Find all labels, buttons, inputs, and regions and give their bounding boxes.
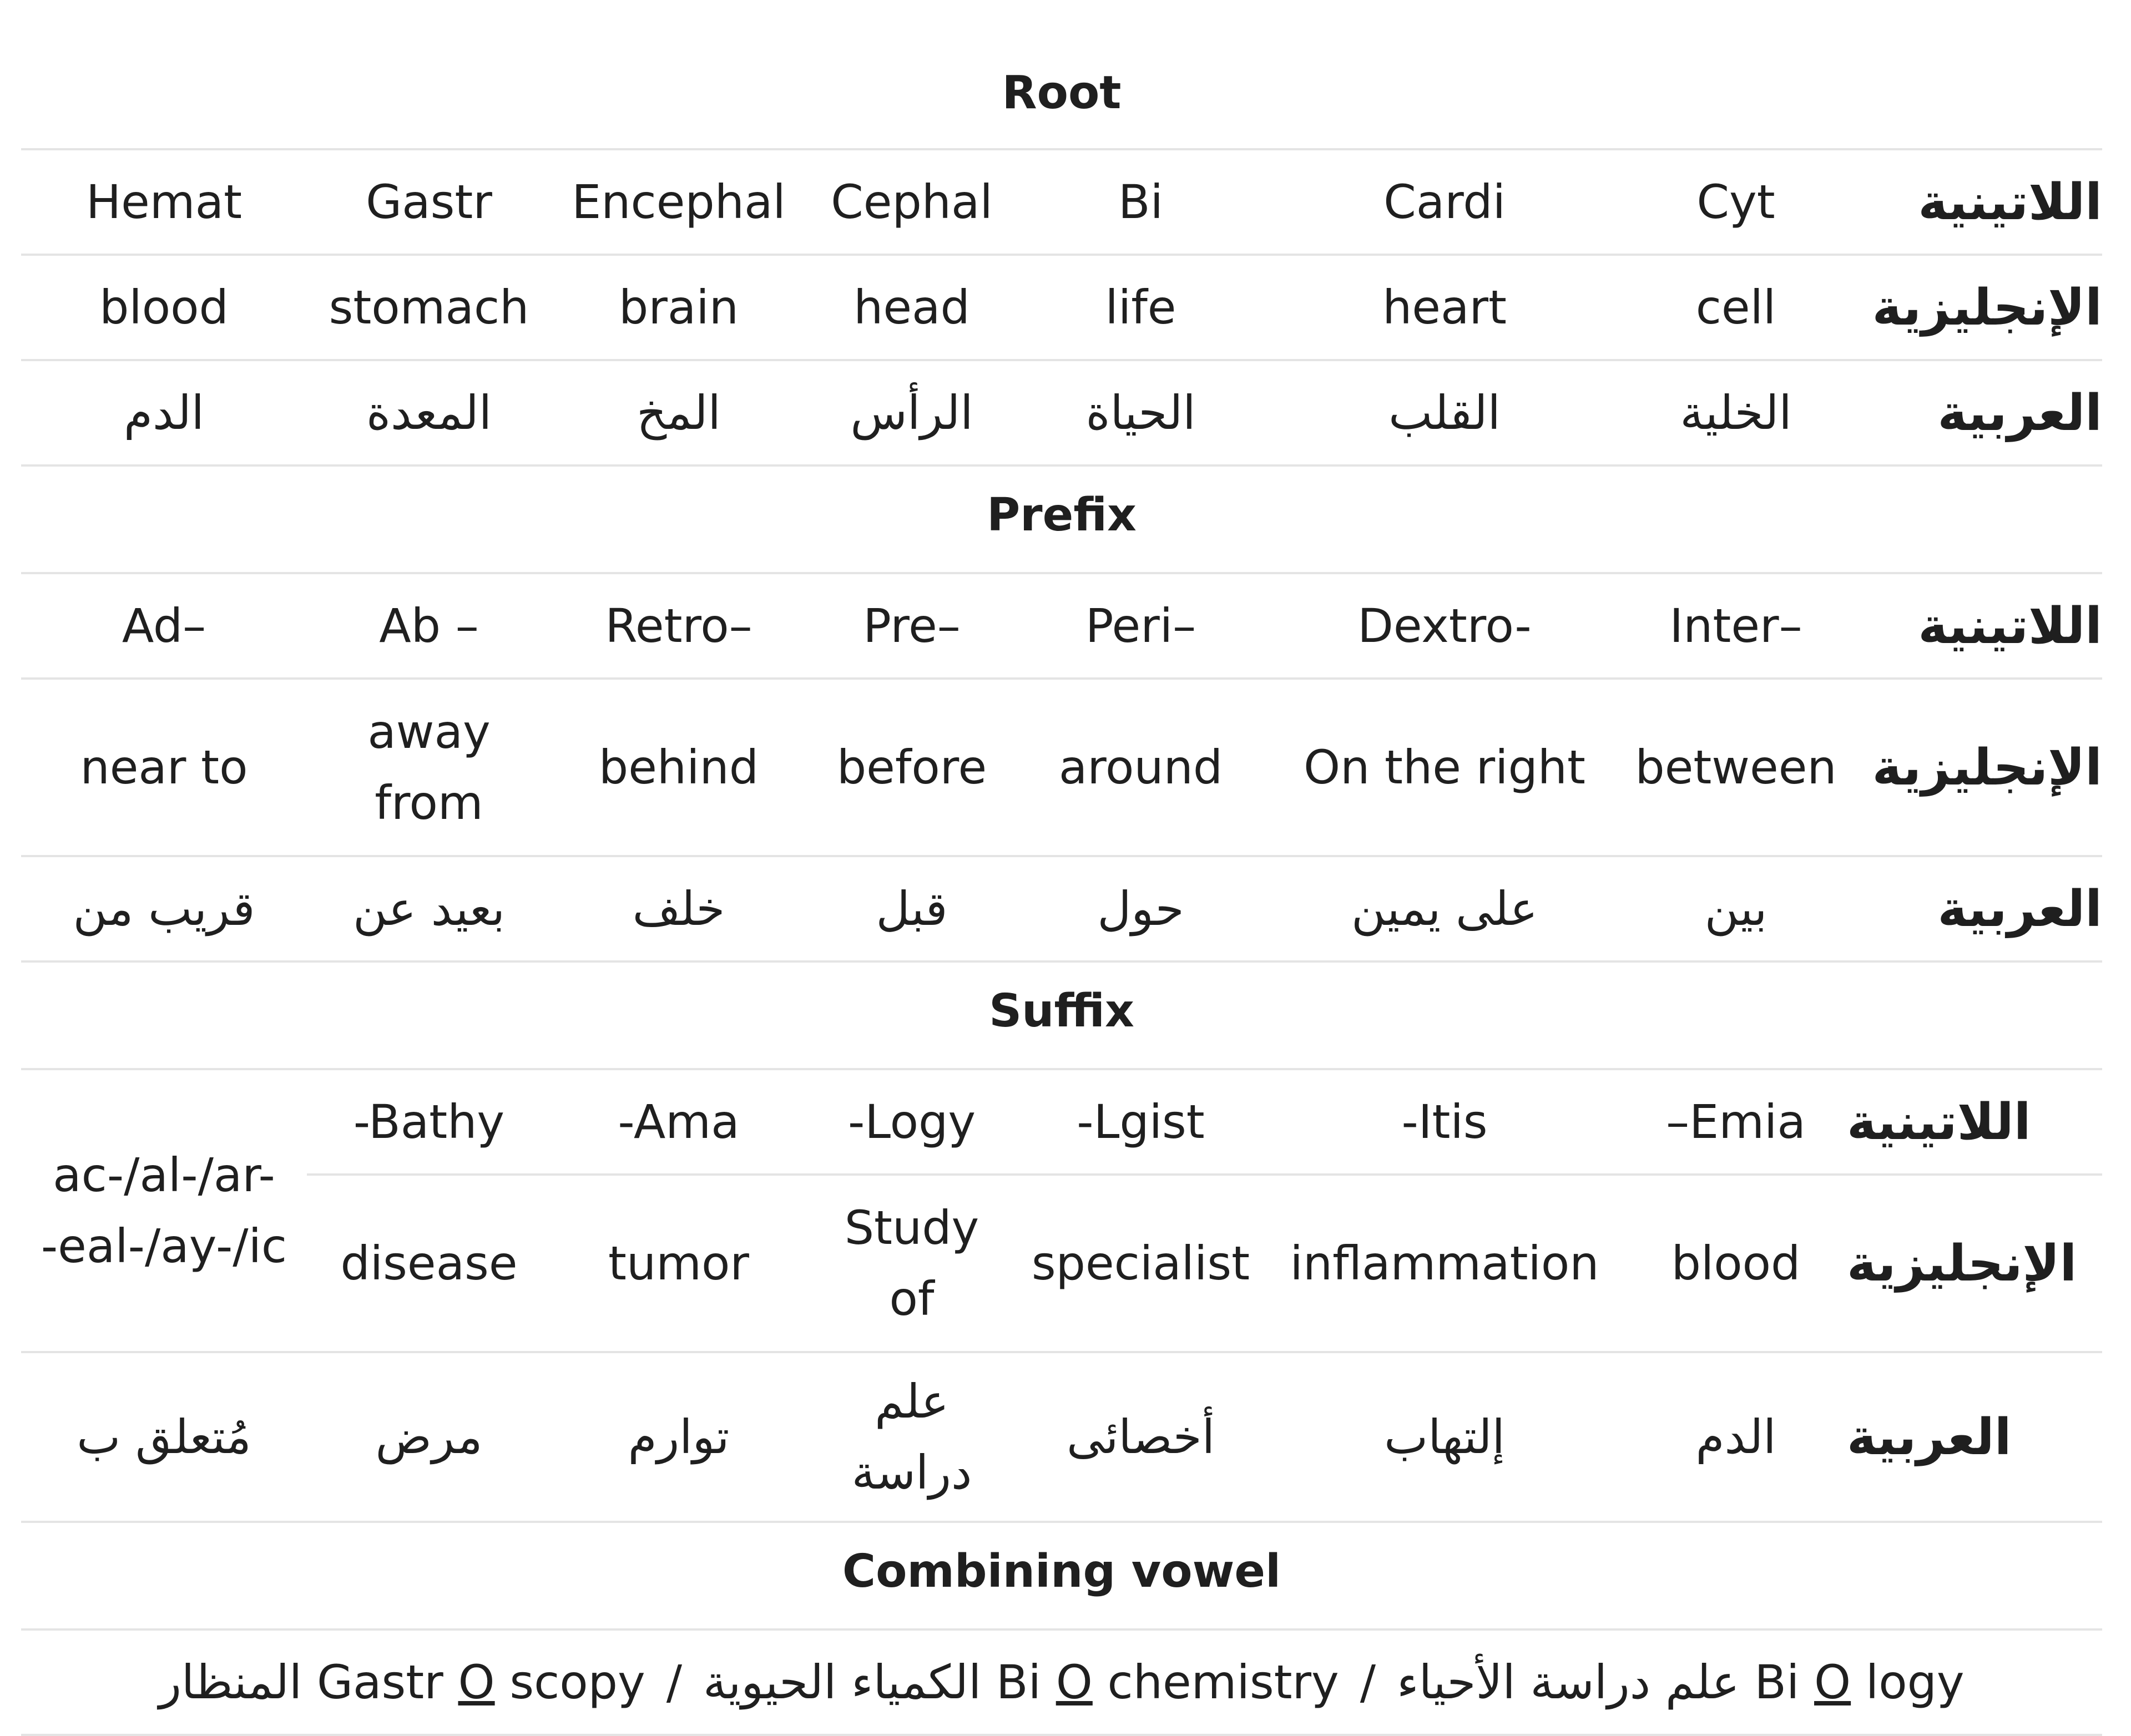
root-english-cell: stomach (329, 280, 529, 335)
root-arabic-cell: الرأس (850, 386, 973, 440)
combining-example-vowel: O (1056, 1655, 1093, 1709)
prefix-english-cell: around (1058, 740, 1223, 794)
combining-example (159, 1655, 645, 1709)
combining-separator: / (1360, 1655, 1376, 1709)
suffix-english-cell: specialist (1031, 1236, 1250, 1290)
combining-separator: / (666, 1655, 682, 1709)
prefix-english-cell: before (836, 740, 987, 794)
suffix-english-cell: blood (1671, 1236, 1801, 1290)
combining-examples-row (21, 1631, 2102, 1734)
combining-example-suffix: logy (1865, 1655, 1965, 1709)
prefix-latin-cell: Ad– (122, 599, 206, 653)
root-english-cell: life (1105, 280, 1176, 335)
suffix-merged-cell: ac-/al-/ar- -eal-/ay-/ic (41, 1148, 287, 1273)
combining-example-suffix: chemistry (1107, 1655, 1339, 1709)
row-label-english: الإنجليزية (1872, 278, 2102, 337)
suffix-latin-cell: –Emia (1666, 1095, 1806, 1149)
prefix-latin-cell: Retro– (605, 599, 753, 653)
row-label-arabic: العربية (1937, 383, 2102, 442)
root-arabic-cell: الدم (123, 386, 205, 440)
row-label-latin: اللاتينية (1918, 596, 2102, 655)
root-english-cell: heart (1382, 280, 1507, 335)
root-latin-cell: Hemat (85, 175, 243, 229)
prefix-arabic-cell: بين (1704, 882, 1768, 936)
root-latin-cell: Bi (1118, 175, 1163, 229)
prefix-english-cell: On the right (1304, 740, 1585, 794)
suffix-english-cell: Study of (844, 1201, 979, 1326)
combining-example-vowel: O (1814, 1655, 1851, 1709)
prefix-arabic-cell: قبل (876, 882, 948, 936)
combining-example (1397, 1655, 1965, 1709)
root-english-cell: blood (99, 280, 229, 335)
row-label-arabic: العربية (1847, 1408, 2012, 1466)
suffix-latin-cell: -Itis (1401, 1095, 1488, 1149)
terminology-table (21, 0, 2102, 1736)
prefix-arabic-cell: خلف (632, 882, 725, 936)
root-arabic-cell: المعدة (366, 386, 492, 440)
prefix-latin-cell: Peri– (1085, 599, 1196, 653)
prefix-english-cell: away from (367, 705, 491, 830)
section-title-root: Root (1002, 67, 1122, 119)
suffix-arabic-cell: توارم (628, 1410, 730, 1464)
combining-example-root: Bi (1754, 1655, 1800, 1709)
suffix-arabic-cell: مُتعلق ب (77, 1410, 251, 1464)
root-english-cell: head (854, 280, 970, 335)
combining-example-arabic: المنظار (159, 1655, 302, 1709)
suffix-latin-cell: -Ama (618, 1095, 740, 1149)
row-divider (21, 1734, 2102, 1736)
suffix-arabic-cell: أخصائى (1066, 1410, 1215, 1464)
combining-example-arabic: الكمياء الحيوية (703, 1655, 982, 1709)
section-title-prefix: Prefix (987, 489, 1137, 541)
prefix-latin-cell: Pre– (863, 599, 961, 653)
prefix-english-cell: behind (598, 740, 759, 794)
suffix-latin-cell: -Lgist (1077, 1095, 1205, 1149)
suffix-english-cell: inflammation (1290, 1236, 1599, 1290)
suffix-latin-cell: -Logy (847, 1095, 976, 1149)
prefix-latin-cell: Inter– (1669, 599, 1802, 653)
section-header-prefix (21, 467, 2102, 572)
suffix-arabic-cell: مرض (375, 1410, 483, 1464)
combining-example-root: Bi (996, 1655, 1042, 1709)
suffix-english-cell: disease (340, 1236, 518, 1290)
suffix-latin-cell: -Bathy (353, 1095, 505, 1149)
root-latin-cell: Cephal (831, 175, 993, 229)
combining-example-arabic: علم دراسة الأحياء (1397, 1655, 1740, 1709)
section-header-combining (21, 1523, 2102, 1628)
combining-example (703, 1655, 1339, 1709)
prefix-arabic-cell: قريب من (73, 882, 255, 936)
prefix-english-cell: between (1635, 740, 1837, 794)
row-label-english: الإنجليزية (1847, 1234, 2077, 1293)
root-latin-row (21, 150, 2102, 254)
root-latin-cell: Gastr (366, 175, 492, 229)
row-label-latin: اللاتينية (1847, 1092, 2031, 1151)
suffix-arabic-cell: علم دراسة (851, 1374, 972, 1500)
row-label-arabic: العربية (1937, 879, 2102, 938)
root-latin-cell: Cardi (1383, 175, 1506, 229)
root-arabic-cell: الحياة (1085, 386, 1196, 440)
prefix-latin-cell: Ab – (379, 599, 479, 653)
root-arabic-row (21, 361, 2102, 464)
root-english-row (21, 256, 2102, 359)
prefix-latin-cell: Dextro- (1357, 599, 1532, 653)
suffix-arabic-cell: إلتهاب (1384, 1410, 1505, 1464)
suffix-block (21, 1070, 2102, 1521)
section-header-suffix (21, 963, 2102, 1068)
prefix-latin-row (21, 574, 2102, 677)
root-english-cell: brain (619, 280, 739, 335)
section-title-suffix: Suffix (989, 985, 1134, 1037)
root-latin-cell: Cyt (1696, 175, 1775, 229)
root-english-cell: cell (1695, 280, 1776, 335)
prefix-english-row (21, 680, 2102, 855)
suffix-arabic-cell: الدم (1695, 1410, 1776, 1464)
root-arabic-cell: القلب (1388, 386, 1501, 440)
section-title-combining: Combining vowel (842, 1545, 1281, 1598)
combining-example-vowel: O (458, 1655, 495, 1709)
prefix-english-cell: near to (80, 740, 248, 794)
section-header-root (21, 0, 2102, 148)
combining-example-root: Gastr (316, 1655, 443, 1709)
combining-example-suffix: scopy (509, 1655, 645, 1709)
row-label-english: الإنجليزية (1872, 738, 2102, 797)
suffix-english-cell: tumor (608, 1236, 749, 1290)
root-arabic-cell: الخلية (1680, 386, 1792, 440)
prefix-arabic-cell: بعيد عن (352, 882, 506, 936)
root-arabic-cell: المخ (637, 386, 721, 440)
prefix-arabic-row (21, 857, 2102, 960)
prefix-arabic-cell: على يمين (1351, 882, 1538, 936)
root-latin-cell: Encephal (572, 175, 786, 229)
prefix-arabic-cell: حول (1097, 882, 1184, 936)
row-label-latin: اللاتينية (1918, 173, 2102, 231)
